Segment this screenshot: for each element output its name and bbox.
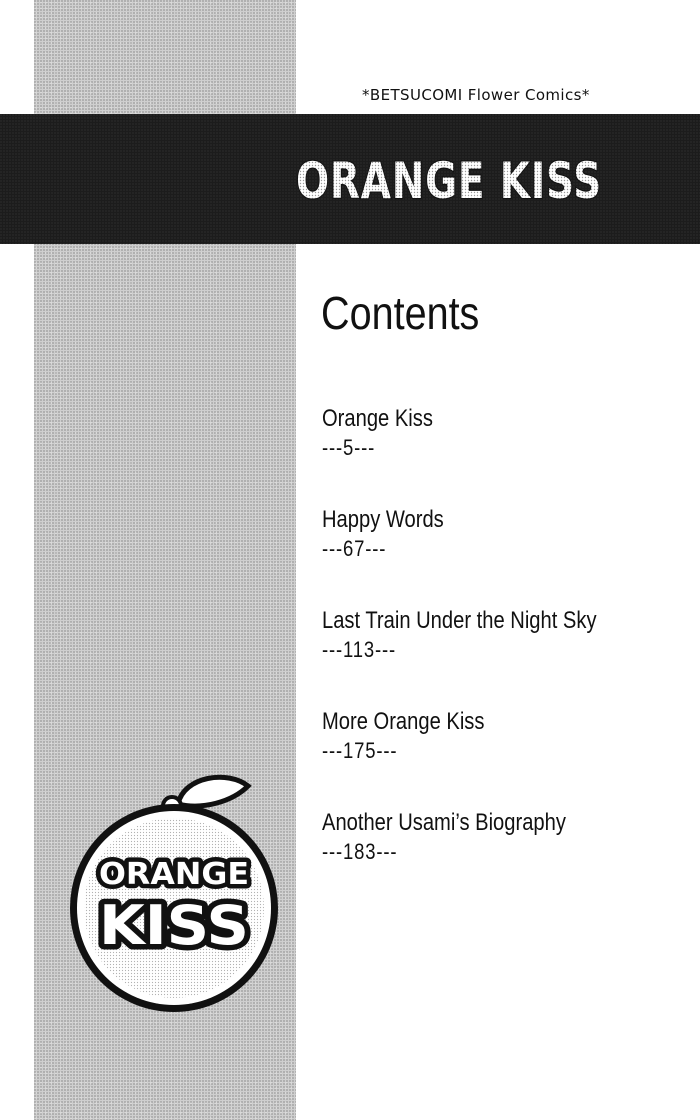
toc-item: [322, 707, 692, 808]
toc-item-page: ---67---: [322, 536, 387, 561]
toc-item-page: ---175---: [322, 738, 398, 763]
toc-item: [322, 606, 692, 707]
badge-text-line2: KISS: [99, 894, 249, 957]
toc-item-page: ---5---: [322, 435, 376, 460]
orange-kiss-badge: [52, 768, 300, 1018]
publisher-label: *BETSUCOMI Flower Comics*: [362, 86, 590, 104]
toc-item: [322, 404, 692, 505]
contents-heading: Contents: [321, 287, 480, 339]
toc-item: [322, 808, 692, 909]
leaf-icon: [178, 777, 248, 806]
toc-item-title: Another Usami’s Biography: [322, 809, 566, 836]
toc-item-title: More Orange Kiss: [322, 708, 485, 735]
toc-item-page: ---183---: [322, 839, 398, 864]
table-of-contents: [322, 404, 692, 909]
toc-item-title: Orange Kiss: [322, 405, 433, 432]
title-logo: [284, 140, 614, 220]
toc-item-title: Happy Words: [322, 506, 444, 533]
toc-item-title: Last Train Under the Night Sky: [322, 607, 597, 634]
toc-item: [322, 505, 692, 606]
title-logo-text: ORANGE KISS: [296, 152, 602, 210]
badge-text-line1: ORANGE: [99, 857, 249, 892]
toc-item-page: ---113---: [322, 637, 396, 662]
